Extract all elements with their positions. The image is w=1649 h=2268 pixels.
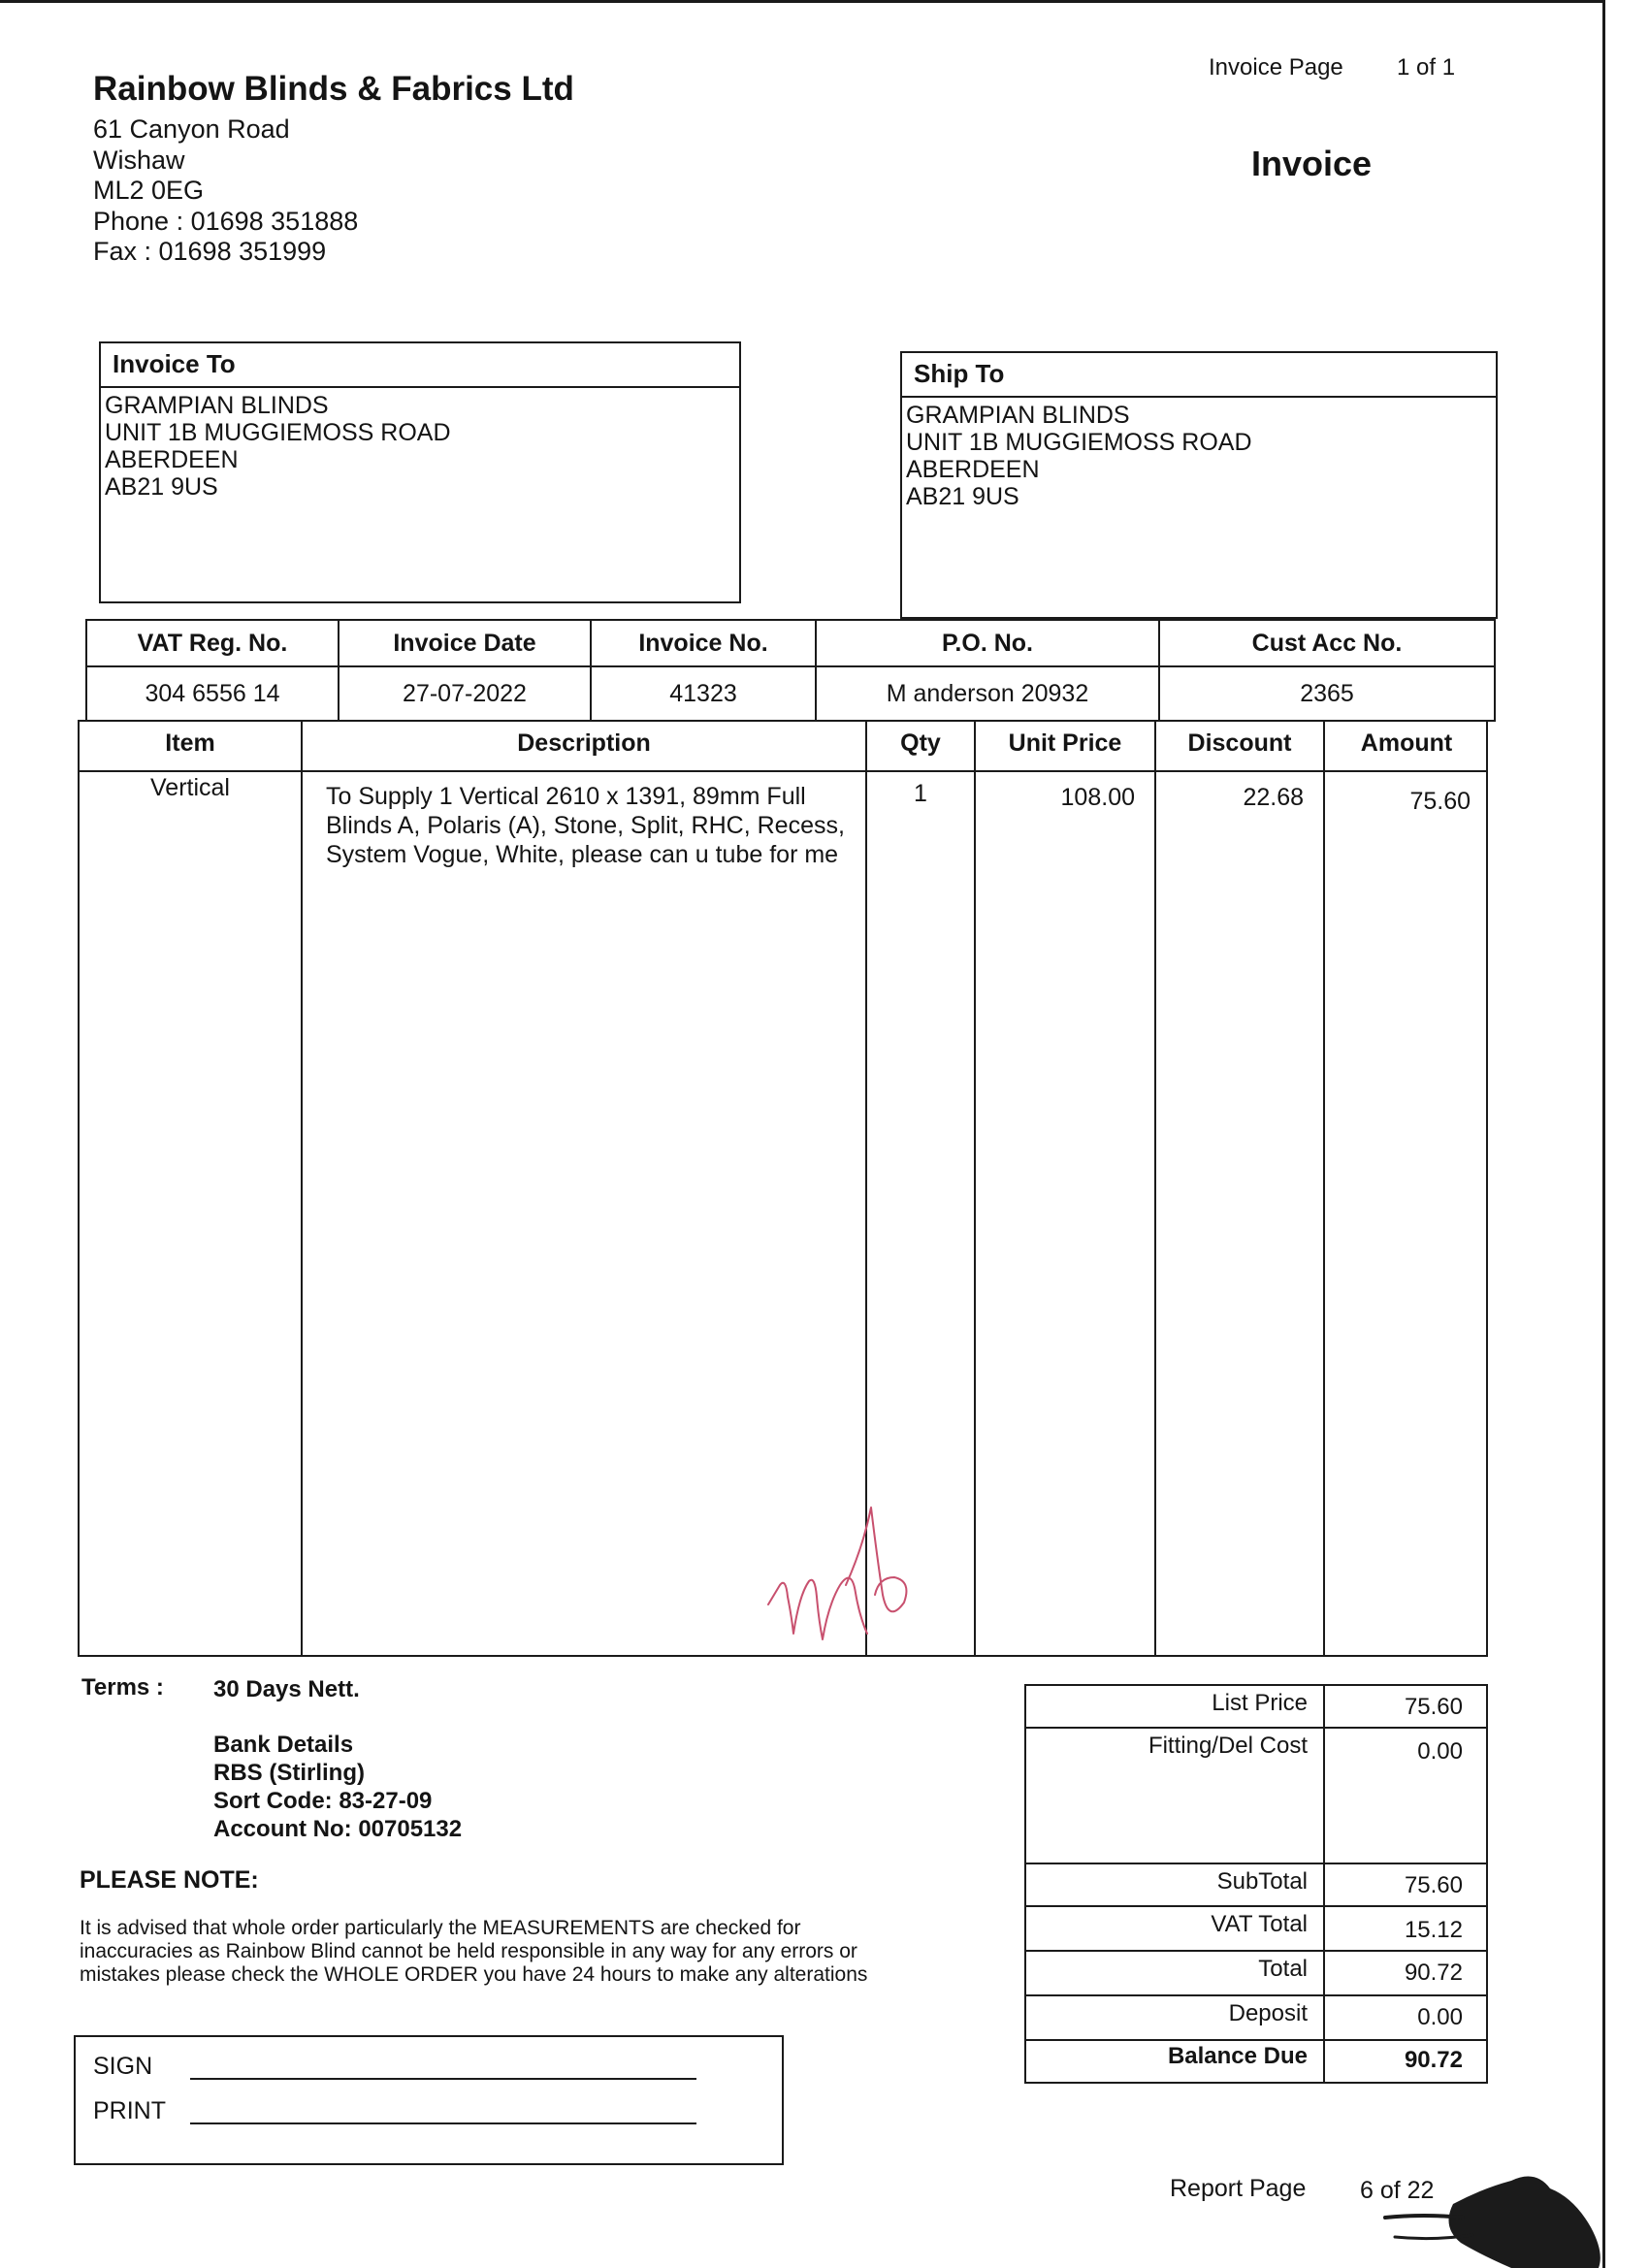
invoice-page-label: Invoice Page (1209, 54, 1343, 81)
totals-row-line (1026, 1727, 1486, 1729)
qty-header: Qty (900, 729, 941, 757)
balance-due-label: Balance Due (1167, 2043, 1308, 2069)
address-line: Wishaw (93, 145, 185, 175)
deposit-label: Deposit (1228, 2000, 1308, 2026)
item-cell: Vertical (150, 774, 230, 801)
vat-reg-value: 304 6556 14 (86, 666, 339, 721)
unit-price-cell: 108.00 (1060, 784, 1135, 811)
deposit-value: 0.00 (1417, 2004, 1463, 2030)
cust-acc-header: Cust Acc No. (1159, 620, 1495, 666)
address-line: UNIT 1B MUGGIEMOSS ROAD (906, 429, 1252, 456)
note-line: inaccuracies as Rainbow Blind cannot be held responsible in any way for any errors or (80, 1940, 857, 1962)
terms-value: 30 Days Nett. (213, 1676, 360, 1702)
note-text (80, 1917, 972, 1987)
totals-row-line (1026, 2039, 1486, 2041)
scan-edge-right (1602, 0, 1605, 2268)
sort-code: Sort Code: 83-27-09 (213, 1788, 433, 1814)
note-heading: PLEASE NOTE: (80, 1866, 259, 1894)
invoice-no-value: 41323 (591, 666, 816, 721)
address-line: GRAMPIAN BLINDS (906, 402, 1130, 429)
description-line: To Supply 1 Vertical 2610 x 1391, 89mm Full (326, 783, 806, 810)
header-divider (80, 770, 1486, 772)
vat-total-label: VAT Total (1211, 1911, 1308, 1937)
totals-row-line (1026, 1994, 1486, 1996)
balance-due-value: 90.72 (1404, 2047, 1463, 2073)
ship-to-address (902, 398, 1496, 514)
total-value: 90.72 (1404, 1960, 1463, 1986)
print-label: PRINT (93, 2097, 166, 2124)
amount-header: Amount (1360, 729, 1453, 757)
invoice-date-header: Invoice Date (339, 620, 591, 666)
totals-row-line (1026, 1905, 1486, 1907)
description-line: System Vogue, White, please can u tube for me (326, 841, 839, 868)
note-line: It is advised that whole order particularly the MEASUREMENTS are checked for (80, 1917, 801, 1939)
column-divider (974, 722, 976, 1655)
account-no: Account No: 00705132 (213, 1816, 463, 1842)
address-line: AB21 9US (105, 473, 218, 501)
bank-heading: Bank Details (213, 1732, 354, 1758)
item-header: Item (165, 729, 215, 757)
bank-name: RBS (Stirling) (213, 1760, 365, 1786)
totals-box (1024, 1684, 1488, 2084)
address-line: ABERDEEN (906, 456, 1040, 483)
company-name: Rainbow Blinds & Fabrics Ltd (93, 70, 574, 108)
ship-to-label: Ship To (902, 353, 1496, 398)
invoice-no-header: Invoice No. (591, 620, 816, 666)
handwritten-initials (759, 1488, 914, 1653)
report-page-value: 6 of 22 (1360, 2177, 1435, 2204)
amount-cell: 75.60 (1409, 788, 1471, 815)
vat-total-value: 15.12 (1404, 1917, 1463, 1943)
totals-row-line (1026, 1950, 1486, 1952)
address-line: ML2 0EG (93, 176, 205, 205)
invoice-page-value: 1 of 1 (1397, 54, 1456, 81)
ink-smudge-mark (1366, 2159, 1608, 2268)
address-line: GRAMPIAN BLINDS (105, 392, 329, 419)
invoice-to-label: Invoice To (101, 343, 739, 388)
description-cell (326, 782, 845, 869)
bank-details (213, 1731, 462, 1843)
column-divider (1154, 722, 1156, 1655)
list-price-label: List Price (1212, 1690, 1308, 1716)
ship-to-box (900, 351, 1498, 619)
discount-cell: 22.68 (1243, 784, 1304, 811)
line-items-table (78, 720, 1488, 1657)
subtotal-value: 75.60 (1404, 1872, 1463, 1898)
subtotal-label: SubTotal (1216, 1868, 1308, 1895)
qty-cell: 1 (914, 780, 927, 807)
cust-acc-value: 2365 (1159, 666, 1495, 721)
vat-reg-header: VAT Reg. No. (86, 620, 339, 666)
reference-table (85, 619, 1496, 722)
address-line: AB21 9US (906, 483, 1019, 510)
scan-edge-top (0, 0, 1602, 3)
document-title: Invoice (1251, 144, 1373, 183)
note-line: mistakes please check the WHOLE ORDER you have 24 hours to make any alterations (80, 1963, 868, 1986)
phone-line: Phone : 01698 351888 (93, 206, 359, 236)
column-divider (301, 722, 303, 1655)
fitting-label: Fitting/Del Cost (1148, 1733, 1308, 1759)
address-line: 61 Canyon Road (93, 114, 290, 144)
invoice-to-address (101, 388, 739, 504)
po-no-value: M anderson 20932 (816, 666, 1159, 721)
report-page-label: Report Page (1170, 2175, 1307, 2202)
column-divider (1323, 722, 1325, 1655)
address-line: UNIT 1B MUGGIEMOSS ROAD (105, 419, 451, 446)
totals-divider (1323, 1686, 1325, 2082)
list-price-value: 75.60 (1404, 1694, 1463, 1720)
terms-label: Terms : (81, 1674, 164, 1701)
unit-price-header: Unit Price (1008, 729, 1122, 757)
sign-box (74, 2035, 784, 2165)
invoice-date-value: 27-07-2022 (339, 666, 591, 721)
description-header: Description (517, 729, 651, 757)
company-address (93, 114, 358, 268)
total-label: Total (1258, 1956, 1308, 1982)
sign-line (190, 2078, 696, 2080)
invoice-to-box (99, 341, 741, 603)
address-line: ABERDEEN (105, 446, 239, 473)
po-no-header: P.O. No. (816, 620, 1159, 666)
description-line: Blinds A, Polaris (A), Stone, Split, RHC, Recess, (326, 812, 845, 839)
discount-header: Discount (1187, 729, 1292, 757)
fax-line: Fax : 01698 351999 (93, 237, 327, 266)
print-line (190, 2122, 696, 2124)
sign-label: SIGN (93, 2053, 153, 2080)
totals-row-line (1026, 1863, 1486, 1864)
fitting-value: 0.00 (1417, 1738, 1463, 1765)
